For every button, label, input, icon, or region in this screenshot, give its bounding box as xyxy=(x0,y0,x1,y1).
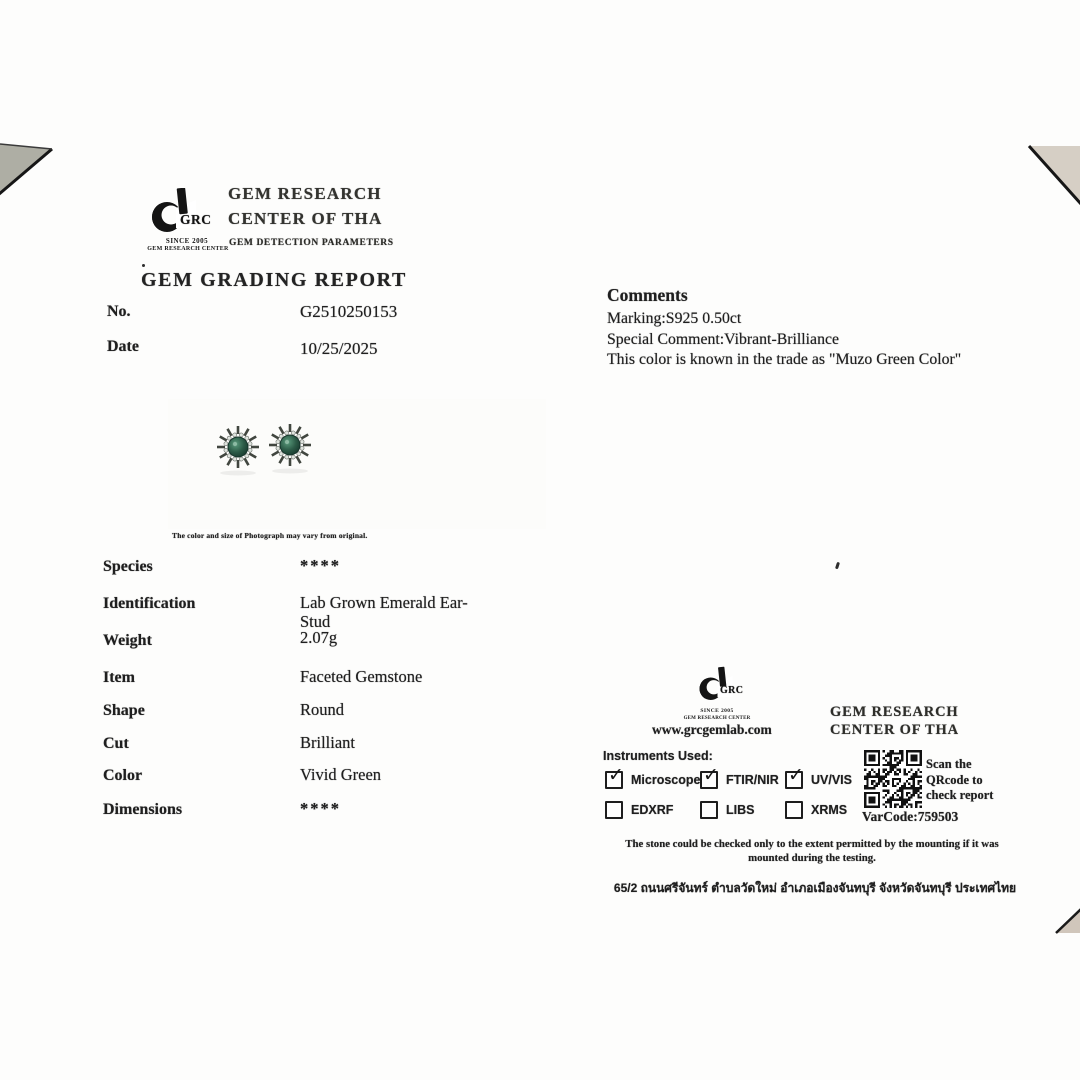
checkbox xyxy=(785,801,803,819)
instrument-label: Microscope xyxy=(631,773,701,787)
photo-caption: The color and size of Photograph may vary from original. xyxy=(172,531,368,540)
attribute-row-item xyxy=(103,669,533,687)
attribute-label: Dimensions xyxy=(103,801,183,818)
attribute-value: Vivid Green xyxy=(300,765,382,784)
attribute-label: Species xyxy=(103,558,153,575)
instruments-title: Instruments Used: xyxy=(603,749,713,763)
attribute-value: 2.07g xyxy=(300,628,338,647)
check-icon: ✓ xyxy=(703,764,719,786)
grc-logo-since: SINCE 2005 xyxy=(700,708,734,714)
varcode: VarCode:759503 xyxy=(862,809,959,824)
instrument-ftir-nir xyxy=(700,764,779,789)
checkbox xyxy=(700,764,719,789)
footer-org-line2: CENTER OF THA xyxy=(830,722,959,738)
grc-logo-acronym: GRC xyxy=(720,685,744,696)
header-subtitle: GEM DETECTION PARAMETERS xyxy=(229,238,394,248)
grc-logo-acronym: GRC xyxy=(180,212,212,227)
comments-body xyxy=(607,309,973,371)
attribute-label: Shape xyxy=(103,702,145,719)
instrument-libs xyxy=(700,801,754,819)
checkbox xyxy=(700,801,718,819)
gem-photo xyxy=(168,399,546,529)
attribute-value: **** xyxy=(300,799,341,818)
instrument-label: LIBS xyxy=(726,803,755,817)
lab-address-thai: 65/2 ถนนศรีจันทร์ ตำบลวัดใหม่ อำเภอเมืองจันทบุรี จังหวัดจันทบุรี ประเทศไทย xyxy=(613,881,1017,895)
report-no-label: No. xyxy=(107,303,131,320)
attribute-label: Color xyxy=(103,767,143,784)
attribute-label: Identification xyxy=(103,595,196,612)
qr-code-icon xyxy=(864,750,922,808)
instrument-xrms xyxy=(785,801,847,819)
grc-logo xyxy=(147,188,234,258)
grc-logo-org: GEM RESEARCH CENTER xyxy=(147,246,229,252)
instrument-label: FTIR/NIR xyxy=(726,773,779,787)
grc-logo-since: SINCE 2005 xyxy=(165,237,209,245)
report-title: GEM GRADING REPORT xyxy=(141,269,407,291)
attribute-value: **** xyxy=(300,556,341,575)
check-icon: ✓ xyxy=(608,764,624,786)
scan-speck xyxy=(142,264,145,267)
attribute-label: Item xyxy=(103,669,135,686)
comment-line-special: Special Comment:Vibrant-Brilliance xyxy=(607,330,839,348)
report-date-label: Date xyxy=(107,338,139,355)
attribute-row-shape xyxy=(103,702,533,720)
comment-line-trade-color: This color is known in the trade as "Muzo Green Color" xyxy=(607,351,962,368)
checkbox xyxy=(605,801,623,819)
header-org-line1: GEM RESEARCH xyxy=(228,184,382,203)
attribute-row-dimensions xyxy=(103,801,533,819)
report-no-value: G2510250153 xyxy=(300,302,398,321)
attribute-value: Faceted Gemstone xyxy=(300,667,423,686)
report-date-value: 10/25/2025 xyxy=(300,339,378,358)
attribute-row-cut xyxy=(103,735,533,753)
checkbox xyxy=(785,764,804,789)
attribute-row-species xyxy=(103,558,533,576)
instrument-uv-vis xyxy=(785,764,852,789)
attribute-label: Weight xyxy=(103,632,152,649)
attribute-row-weight xyxy=(103,628,533,650)
mounting-disclaimer: The stone could be checked only to the extent permitted by the mounting if it was mounted during the testing. xyxy=(625,838,999,864)
attribute-label: Cut xyxy=(103,735,129,752)
comment-line-marking: Marking:S925 0.50ct xyxy=(607,310,742,327)
footer-website: www.grcgemlab.com xyxy=(652,722,772,737)
checkbox xyxy=(605,764,624,789)
instrument-microscope xyxy=(605,764,701,789)
footer-org-line1: GEM RESEARCH xyxy=(830,704,959,720)
attribute-value: Lab Grown Emerald Ear-Stud xyxy=(300,593,468,631)
instrument-label: EDXRF xyxy=(631,803,674,817)
emerald-ear-studs-image xyxy=(200,407,330,493)
attribute-value: Round xyxy=(300,700,345,719)
header-org-line2: CENTER OF THA xyxy=(228,209,383,228)
instrument-edxrf xyxy=(605,801,673,819)
attribute-row-identification xyxy=(103,593,533,631)
qr-caption: Scan the QRcode to check report xyxy=(926,757,994,802)
attribute-value: Brilliant xyxy=(300,733,355,752)
check-icon: ✓ xyxy=(788,764,804,786)
grc-logo-org: GEM RESEARCH CENTER xyxy=(683,716,751,721)
instrument-label: UV/VIS xyxy=(811,773,852,787)
attribute-row-color xyxy=(103,767,533,785)
instrument-label: XRMS xyxy=(811,803,848,817)
comments-title: Comments xyxy=(607,285,688,305)
